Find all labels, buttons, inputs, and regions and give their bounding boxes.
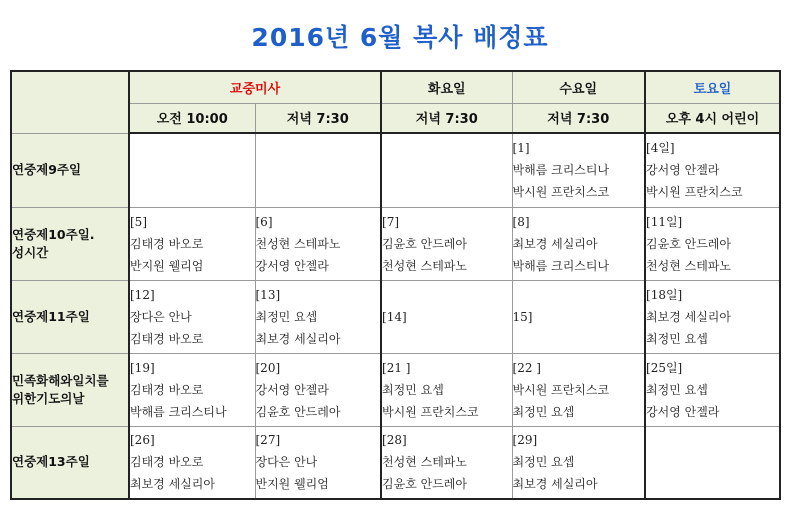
server-name: 최정민 요셉 <box>646 331 708 346</box>
schedule-cell <box>645 280 780 353</box>
server-name: 박시원 프란치스코 <box>646 185 743 200</box>
corner-cell <box>11 71 129 133</box>
server-name: 최보경 세실리아 <box>255 331 341 346</box>
server-name: 김태경 바오로 <box>130 455 204 470</box>
header-tuesday: 화요일 <box>381 71 512 103</box>
schedule-cell <box>255 207 381 280</box>
schedule-cell <box>645 426 780 499</box>
schedule-cell <box>255 133 381 207</box>
schedule-cell <box>255 426 381 499</box>
server-name: 천성현 스테파노 <box>255 236 341 251</box>
date-number: [14] <box>382 309 407 324</box>
header-time: 저녁 7:30 <box>255 103 381 133</box>
schedule-cell <box>512 280 645 353</box>
server-name: 김윤호 안드레아 <box>646 236 731 251</box>
schedule-cell <box>129 207 255 280</box>
server-name: 장다은 안나 <box>255 455 318 470</box>
date-number: [12] <box>130 287 155 302</box>
date-number: [6] <box>255 214 273 229</box>
row-label-line: 민족화해와일치를 <box>12 372 109 388</box>
server-name: 최정민 요셉 <box>646 382 708 397</box>
date-number: [21 ] <box>382 360 411 375</box>
header-time: 저녁 7:30 <box>381 103 512 133</box>
schedule-cell <box>129 133 255 207</box>
server-name: 김태경 바오로 <box>130 331 204 346</box>
row-label-line: 성시간 <box>12 244 49 260</box>
date-number: [27] <box>255 433 281 448</box>
table-row <box>11 426 780 499</box>
header-time: 오전 10:00 <box>129 103 255 133</box>
row-label-line: 연중제11주일 <box>12 308 90 324</box>
date-number: [18일] <box>646 287 683 302</box>
row-label-line: 연중제10주일. <box>12 226 95 242</box>
schedule-cell <box>381 426 512 499</box>
date-number: [20] <box>255 360 281 375</box>
server-name: 박시원 프란치스코 <box>382 404 479 419</box>
table-row <box>11 353 780 426</box>
schedule-cell <box>381 280 512 353</box>
date-number: [19] <box>130 360 155 375</box>
date-number: [22 ] <box>512 360 541 375</box>
server-name: 박시원 프란치스코 <box>512 382 610 397</box>
server-name: 천성현 스테파노 <box>646 258 731 273</box>
server-name: 강서영 안젤라 <box>255 382 329 397</box>
server-name: 김윤호 안드레아 <box>382 477 467 492</box>
server-name: 최보경 세실리아 <box>646 309 731 324</box>
server-name: 천성현 스테파노 <box>382 455 467 470</box>
server-name: 장다은 안나 <box>130 309 192 324</box>
schedule-cell <box>129 280 255 353</box>
server-name: 김윤호 안드레아 <box>382 236 467 251</box>
schedule-cell <box>645 353 780 426</box>
row-label <box>11 280 129 353</box>
header-wednesday: 수요일 <box>512 71 645 103</box>
row-label <box>11 133 129 207</box>
server-name: 최정민 요셉 <box>382 382 444 397</box>
date-number: [29] <box>512 433 538 448</box>
date-number: [8] <box>512 214 530 229</box>
row-label-line: 연중제9주일 <box>12 162 82 177</box>
server-name: 김태경 바오로 <box>130 236 204 251</box>
date-number: [7] <box>382 214 400 229</box>
table-row <box>11 133 780 207</box>
schedule-cell <box>512 133 645 207</box>
schedule-cell <box>255 280 381 353</box>
schedule-cell <box>129 353 255 426</box>
server-name: 최정민 요셉 <box>512 455 575 470</box>
schedule-cell <box>381 133 512 207</box>
schedule-cell <box>129 426 255 499</box>
date-number: [26] <box>130 433 155 448</box>
row-label-line: 연중제13주일 <box>12 454 90 470</box>
row-label <box>11 426 129 499</box>
schedule-cell <box>255 353 381 426</box>
schedule-cell <box>381 353 512 426</box>
server-name: 강서영 안젤라 <box>255 258 329 273</box>
date-number: [28] <box>382 433 407 448</box>
server-name: 천성현 스테파노 <box>382 258 467 273</box>
date-number: 15] <box>512 309 533 324</box>
server-name: 박해름 크리스티나 <box>512 258 610 273</box>
server-name: 최보경 세실리아 <box>512 236 598 251</box>
server-name: 박시원 프란치스코 <box>512 185 610 200</box>
server-name: 김윤호 안드레아 <box>255 404 341 419</box>
server-name: 강서영 안젤라 <box>646 163 720 178</box>
row-label-line: 위한기도의날 <box>12 390 85 406</box>
date-number: [11일] <box>646 214 683 229</box>
date-number: [4일] <box>646 141 675 156</box>
schedule-cell <box>381 207 512 280</box>
server-name: 반지원 웰리엄 <box>255 477 329 492</box>
server-name: 최보경 세실리아 <box>512 477 598 492</box>
schedule-cell <box>645 133 780 207</box>
schedule-cell <box>512 207 645 280</box>
server-name: 박해름 크리스티나 <box>512 163 610 178</box>
schedule-table <box>10 70 781 500</box>
server-name: 반지원 웰리엄 <box>130 258 204 273</box>
date-number: [5] <box>130 214 147 229</box>
server-name: 최정민 요셉 <box>512 404 575 419</box>
server-name: 박해름 크리스티나 <box>130 404 227 419</box>
date-number: [1] <box>512 141 530 156</box>
date-number: [13] <box>255 287 281 302</box>
server-name: 최정민 요셉 <box>255 309 318 324</box>
server-name: 김태경 바오로 <box>130 382 204 397</box>
schedule-cell <box>512 353 645 426</box>
page-title: 2016년 6월 복사 배정표 <box>251 23 549 52</box>
server-name: 최보경 세실리아 <box>130 477 215 492</box>
row-label <box>11 353 129 426</box>
date-number: [25일] <box>646 360 683 375</box>
schedule-cell <box>512 426 645 499</box>
header-saturday: 토요일 <box>645 71 780 103</box>
table-row <box>11 280 780 353</box>
server-name: 강서영 안젤라 <box>646 404 720 419</box>
table-row <box>11 207 780 280</box>
schedule-cell <box>645 207 780 280</box>
header-time: 오후 4시 어린이 <box>645 103 780 133</box>
header-time: 저녁 7:30 <box>512 103 645 133</box>
row-label <box>11 207 129 280</box>
header-sunday-mass: 교중미사 <box>129 71 381 103</box>
